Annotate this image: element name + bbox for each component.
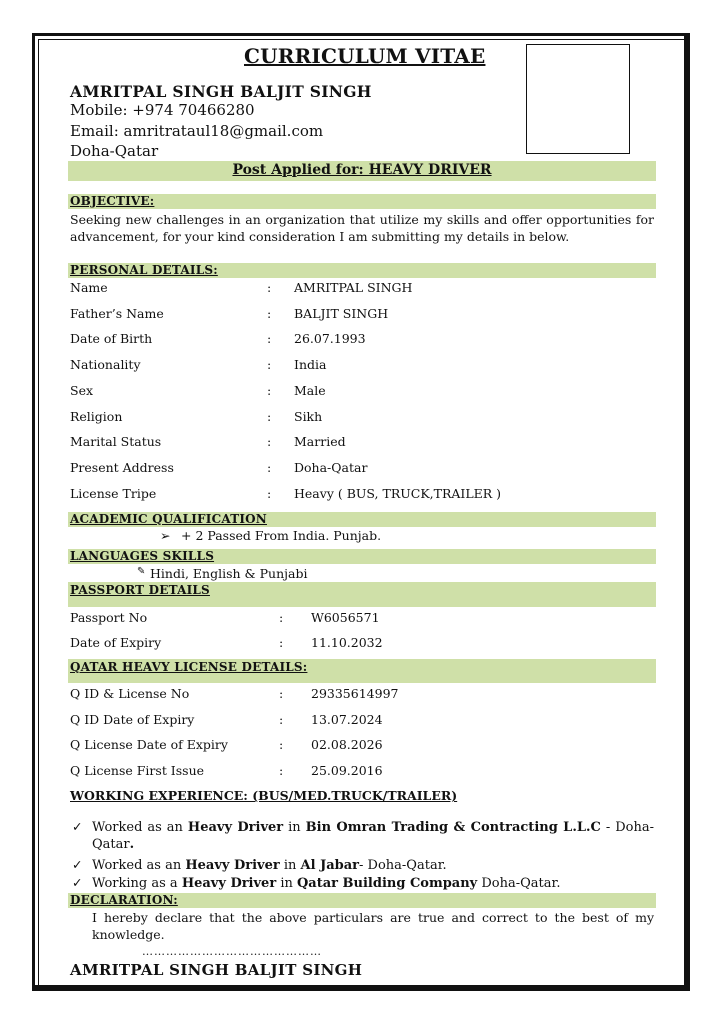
exp-company: Qatar Building Company	[296, 876, 478, 891]
personal-value: Doha-Qatar	[294, 460, 368, 475]
personal-label: Religion	[70, 409, 123, 424]
objective-heading: OBJECTIVE:	[70, 194, 155, 208]
license-heading: QATAR HEAVY LICENSE DETAILS:	[70, 660, 308, 674]
personal-label: Present Address	[70, 460, 174, 475]
declaration-heading: DECLARATION:	[70, 893, 178, 907]
personal-heading-bar	[68, 263, 656, 278]
post-applied-text: Post Applied for: HEAVY DRIVER	[232, 162, 492, 178]
exp-text: Working as a	[92, 876, 182, 891]
photo-placeholder	[526, 44, 630, 154]
objective-text: Seeking new challenges in an organization that utilize my skills and offer opportunities for advancement, for your kind consideration I am submitting my details in below.	[70, 212, 654, 244]
personal-label: Date of Birth	[70, 331, 153, 346]
license-colon: :	[279, 737, 284, 752]
personal-label: Nationality	[70, 357, 141, 372]
personal-label: Father’s Name	[70, 306, 164, 321]
languages-heading-bar	[68, 549, 656, 564]
passport-colon: :	[279, 635, 284, 650]
experience-item	[92, 819, 654, 853]
license-heading-bar	[68, 659, 656, 683]
mobile-line: Mobile: +974 70466280	[70, 101, 255, 119]
personal-colon: :	[267, 383, 272, 398]
experience-item	[92, 857, 654, 874]
personal-label: Name	[70, 280, 108, 295]
exp-period: .	[129, 837, 135, 852]
personal-colon: :	[267, 357, 272, 372]
passport-value: W6056571	[311, 610, 380, 625]
license-value: 13.07.2024	[311, 712, 383, 727]
personal-value: Male	[294, 383, 326, 398]
post-applied-bar	[68, 161, 656, 181]
arrow-bullet-icon: ➢	[160, 528, 171, 543]
passport-colon: :	[279, 610, 284, 625]
location-line: Doha-Qatar	[70, 142, 159, 160]
signatory-name: AMRITPAL SINGH BALJIT SINGH	[70, 961, 363, 979]
personal-value: Heavy ( BUS, TRUCK,TRAILER )	[294, 486, 502, 501]
personal-colon: :	[267, 331, 272, 346]
personal-value: 26.07.1993	[294, 331, 366, 346]
signature-line: ………………………………………	[142, 945, 322, 958]
license-colon: :	[279, 686, 284, 701]
academic-heading-bar	[68, 512, 656, 527]
license-label: Q License First Issue	[70, 763, 205, 778]
checkmark-icon: ✓	[72, 857, 83, 872]
checkmark-icon: ✓	[72, 819, 83, 834]
personal-colon: :	[267, 434, 272, 449]
exp-location: - Doha-Qatar	[92, 820, 654, 852]
exp-role: Heavy Driver	[187, 820, 284, 835]
personal-value: BALJIT SINGH	[294, 306, 389, 321]
exp-text: in	[279, 858, 301, 873]
pencil-bullet-icon: ✎	[137, 566, 146, 577]
experience-heading: WORKING EXPERIENCE: (BUS/MED.TRUCK/TRAILER)	[70, 788, 458, 803]
languages-heading: LANGUAGES SKILLS	[70, 549, 215, 563]
exp-text: in	[276, 876, 297, 891]
personal-label: Marital Status	[70, 434, 162, 449]
email-line: Email: amritrataul18@gmail.com	[70, 122, 324, 140]
license-value: 02.08.2026	[311, 737, 383, 752]
license-value: 29335614997	[311, 686, 399, 701]
exp-text: Worked as an	[92, 820, 188, 835]
personal-value: Sikh	[294, 409, 323, 424]
personal-heading: PERSONAL DETAILS:	[70, 263, 218, 277]
exp-text: Worked as an	[92, 858, 186, 873]
personal-value: India	[294, 357, 327, 372]
applicant-name: AMRITPAL SINGH BALJIT SINGH	[70, 82, 372, 101]
exp-location: - Doha-Qatar.	[359, 858, 447, 873]
document-title: CURRICULUM VITAE	[244, 44, 486, 68]
license-label: Q License Date of Expiry	[70, 737, 228, 752]
exp-text: in	[283, 820, 306, 835]
exp-company: Al Jabar	[300, 858, 360, 873]
checkmark-icon: ✓	[72, 875, 83, 890]
personal-colon: :	[267, 280, 272, 295]
license-value: 25.09.2016	[311, 763, 383, 778]
passport-value: 11.10.2032	[311, 635, 383, 650]
personal-colon: :	[267, 306, 272, 321]
passport-label: Date of Expiry	[70, 635, 162, 650]
exp-location: Doha-Qatar.	[477, 876, 561, 891]
license-colon: :	[279, 763, 284, 778]
license-label: Q ID & License No	[70, 686, 190, 701]
personal-value: Married	[294, 434, 346, 449]
exp-role: Heavy Driver	[185, 858, 280, 873]
academic-item: + 2 Passed From India. Punjab.	[181, 528, 382, 543]
personal-colon: :	[267, 409, 272, 424]
declaration-text: I hereby declare that the above particulars are true and correct to the best of my knowledge.	[92, 910, 654, 942]
license-colon: :	[279, 712, 284, 727]
experience-item	[92, 875, 654, 892]
languages-item: Hindi, English & Punjabi	[150, 566, 308, 581]
academic-heading: ACADEMIC QUALIFICATION	[70, 512, 267, 526]
exp-role: Heavy Driver	[181, 876, 277, 891]
objective-heading-bar	[68, 194, 656, 209]
license-label: Q ID Date of Expiry	[70, 712, 195, 727]
passport-heading-bar	[68, 582, 656, 607]
exp-company: Bin Omran Trading & Contracting L.L.C	[305, 820, 601, 835]
personal-value: AMRITPAL SINGH	[294, 280, 413, 295]
personal-label: License Tripe	[70, 486, 157, 501]
passport-label: Passport No	[70, 610, 148, 625]
personal-label: Sex	[70, 383, 94, 398]
personal-colon: :	[267, 460, 272, 475]
passport-heading: PASSPORT DETAILS	[70, 583, 210, 597]
declaration-heading-bar	[68, 893, 656, 908]
personal-colon: :	[267, 486, 272, 501]
